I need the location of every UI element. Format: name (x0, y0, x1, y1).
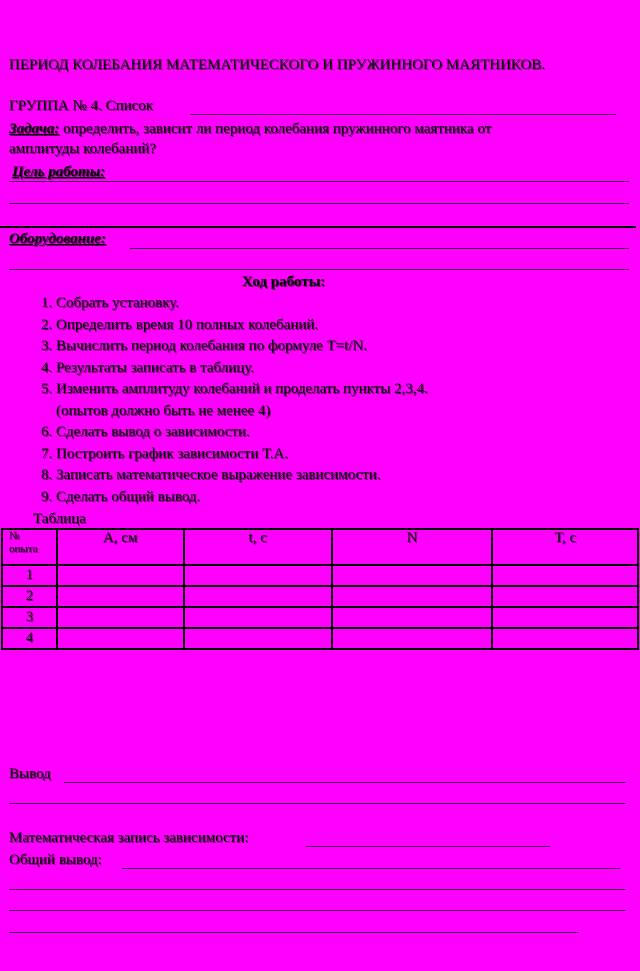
equipment-label: Оборудование: (9, 231, 106, 247)
row-number: 2 (2, 586, 57, 607)
step-text: Изменить амплитуду колебаний и проделать пункты 2,3,4. (56, 381, 428, 397)
cell-amplitude[interactable] (57, 607, 184, 628)
step-item: 7. Построить график зависимости Т.А. (56, 444, 428, 466)
math-record-label: Математическая запись зависимости: (9, 830, 249, 846)
header-period: Т, с (492, 529, 638, 565)
step-item (56, 379, 428, 422)
procedure-steps (28, 293, 428, 508)
header-time: t, с (184, 529, 332, 565)
step-item: 6. Сделать вывод о зависимости. (56, 422, 428, 444)
cell-time[interactable] (184, 628, 332, 649)
equipment-row (9, 230, 106, 248)
math-record-line[interactable] (306, 846, 550, 847)
goal-line-1[interactable] (9, 181, 629, 182)
general-conclusion-line-3[interactable] (9, 910, 626, 911)
procedure-heading: Ход работы: (242, 274, 326, 290)
table-row (2, 628, 638, 649)
task-line-1 (9, 120, 491, 138)
task-text: определить, зависит ли период колебания пружинного маятника от (59, 121, 492, 137)
conclusion-line-1[interactable] (64, 782, 626, 783)
equipment-line-1[interactable] (130, 248, 629, 249)
row-number: 4 (2, 628, 57, 649)
cell-time[interactable] (184, 607, 332, 628)
header-count: N (332, 529, 492, 565)
group-list-line[interactable] (190, 114, 616, 115)
cell-time[interactable] (184, 586, 332, 607)
page-title: ПЕРИОД КОЛЕБАНИЯ МАТЕМАТИЧЕСКОГО И ПРУЖИННОГО МАЯТНИКОВ. (9, 57, 546, 73)
cell-amplitude[interactable] (57, 565, 184, 586)
table-row (2, 607, 638, 628)
step-item: 3. Вычислить период колебания по формуле T=t/N. (56, 336, 428, 358)
row-number: 3 (2, 607, 57, 628)
cell-period[interactable] (492, 586, 638, 607)
row-number: 1 (2, 565, 57, 586)
table-row (2, 586, 638, 607)
table-row (2, 565, 638, 586)
header-amplitude: А, см (57, 529, 184, 565)
step-item: 1. Собрать установку. (56, 293, 428, 315)
step-item: 9. Сделать общий вывод. (56, 487, 428, 509)
step-item: 4. Результаты записать в таблицу. (56, 358, 428, 380)
goal-line-2[interactable] (9, 203, 629, 204)
conclusion-label: Вывод (9, 766, 51, 782)
section-divider (0, 226, 636, 228)
table-caption: Таблица (33, 511, 86, 527)
cell-count[interactable] (332, 586, 492, 607)
general-conclusion-line-4[interactable] (9, 932, 579, 933)
task-label: Задача: (9, 121, 60, 137)
cell-count[interactable] (332, 628, 492, 649)
goal-row (12, 163, 105, 181)
general-conclusion-line-1[interactable] (122, 868, 620, 869)
cell-count[interactable] (332, 607, 492, 628)
conclusion-line-2[interactable] (9, 803, 626, 804)
task-text-line-2: амплитуды колебаний? (9, 141, 157, 157)
cell-period[interactable] (492, 628, 638, 649)
step-note: (опытов должно быть не менее 4) (56, 402, 271, 419)
goal-label: Цель работы: (12, 164, 106, 180)
cell-period[interactable] (492, 607, 638, 628)
cell-amplitude[interactable] (57, 586, 184, 607)
step-item: 8. Записать математическое выражение зависимости. (56, 465, 428, 487)
general-conclusion-line-2[interactable] (9, 889, 626, 890)
table-header-row (2, 529, 638, 565)
header-number: № опыта (2, 529, 57, 565)
cell-time[interactable] (184, 565, 332, 586)
general-conclusion-label: Общий вывод: (9, 852, 102, 868)
equipment-line-2[interactable] (9, 269, 629, 270)
group-label: ГРУППА № 4. Список (9, 98, 154, 114)
cell-amplitude[interactable] (57, 628, 184, 649)
step-item: 2. Определить время 10 полных колебаний. (56, 315, 428, 337)
cell-count[interactable] (332, 565, 492, 586)
cell-period[interactable] (492, 565, 638, 586)
results-table (1, 528, 639, 650)
